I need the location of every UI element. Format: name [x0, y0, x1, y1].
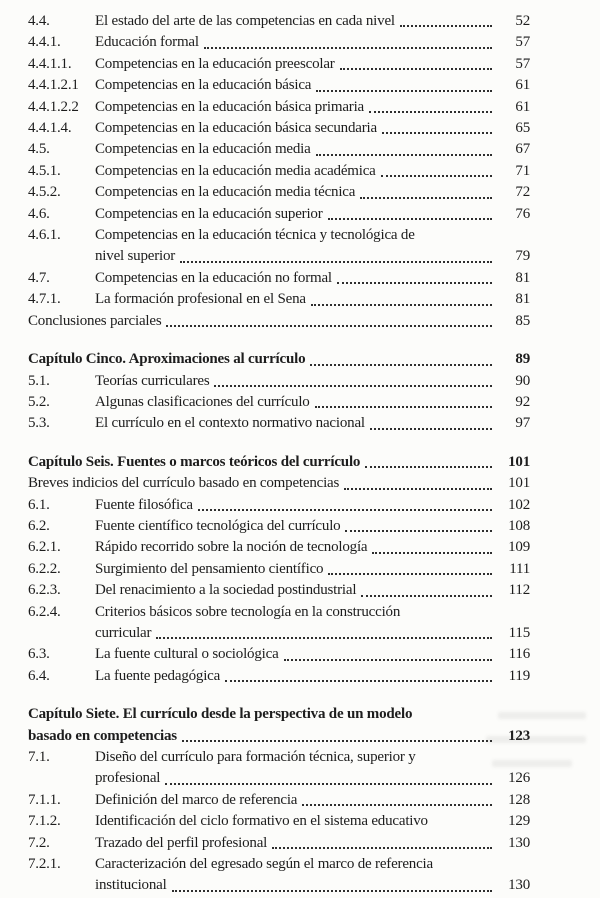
toc-entry-title: Competencias en la educación básica primaria: [95, 98, 364, 115]
toc-entry-number: 5.2.: [28, 393, 50, 410]
dot-leader: [316, 154, 492, 156]
toc-row: [28, 602, 530, 623]
toc-entry-number: 6.4.: [28, 667, 50, 684]
toc-row: [28, 473, 530, 494]
toc-row: [28, 666, 530, 687]
toc-entry-title: Competencias en la educación técnica y tecnológica de: [95, 227, 415, 244]
toc-entry-title: Del renacimiento a la sociedad postindustrial: [95, 582, 357, 599]
toc-entry-title: Competencias en la educación básica secundaria: [95, 120, 377, 137]
toc-entry-page: 61: [515, 98, 530, 115]
dot-leader: [328, 573, 492, 575]
dot-leader: [345, 530, 492, 532]
toc-entry-page: 85: [515, 312, 530, 329]
toc-entry-page: 101: [508, 475, 530, 492]
toc-row: [28, 75, 530, 96]
dot-leader: [272, 847, 492, 849]
dot-leader: [284, 659, 492, 661]
toc-entry-page: 119: [508, 667, 530, 684]
toc-entry-page: 116: [508, 646, 530, 663]
toc-row: [28, 289, 530, 310]
toc-entry-title: curricular: [95, 624, 152, 641]
bleed-through-artifact: [492, 760, 572, 767]
dot-leader: [302, 804, 492, 806]
toc-row: [28, 32, 530, 53]
toc-entry-page: 92: [515, 393, 530, 410]
toc-entry-number: 4.7.: [28, 269, 50, 286]
toc-entry-title: El currículo en el contexto normativo nacional: [95, 415, 365, 432]
dot-leader: [361, 595, 492, 597]
toc-entry-page: 129: [508, 813, 530, 830]
toc-entry-page: 81: [515, 269, 530, 286]
section-gap: [28, 435, 530, 452]
toc-entry-number: 6.1.: [28, 496, 50, 513]
toc-entry-page: 67: [515, 141, 530, 158]
bleed-through-artifact: [486, 736, 586, 743]
toc-row: [28, 854, 530, 875]
dot-leader: [225, 680, 492, 682]
toc-entry-title: Surgimiento del pensamiento científico: [95, 560, 324, 577]
toc-entry-number: 6.2.: [28, 517, 50, 534]
toc-entry-title: La formación profesional en el Sena: [95, 291, 306, 308]
dot-leader: [337, 282, 492, 284]
toc-entry-title: Competencias en la educación media académica: [95, 162, 376, 179]
toc-row: [28, 833, 530, 854]
toc-entry-title: Educación formal: [95, 34, 199, 51]
dot-leader: [369, 111, 492, 113]
toc-entry-number: 7.1.: [28, 749, 50, 765]
toc-entry-number: 4.4.1.: [28, 34, 61, 51]
chapter-heading-row: [28, 452, 530, 473]
toc-entry-title: profesional: [95, 770, 161, 787]
toc-entry-page: 52: [515, 13, 530, 29]
toc-entry-title: Competencias en la educación media: [95, 141, 311, 158]
toc-entry-number: 4.4.1.1.: [28, 55, 72, 72]
toc-row: [28, 97, 530, 118]
toc-entry-number: 4.6.: [28, 205, 50, 222]
toc-entry-page: 111: [509, 560, 530, 577]
dot-leader: [381, 175, 492, 177]
toc-row: [28, 11, 530, 32]
toc-entry-title: El estado del arte de las competencias en cada nivel: [95, 13, 395, 29]
dot-leader: [315, 406, 492, 408]
toc-entry-page: 126: [508, 770, 530, 787]
dot-leader: [344, 488, 492, 490]
toc-entry-page: 102: [508, 496, 530, 513]
toc-entry-page: 79: [515, 248, 530, 265]
toc-entry-number: 4.5.: [28, 141, 50, 158]
toc-entry-page: 130: [508, 834, 530, 851]
toc-entry-number: 5.1.: [28, 372, 50, 389]
chapter-title: Capítulo Seis. Fuentes o marcos teóricos del currículo: [28, 453, 361, 470]
toc-entry-number: 4.4.1.2.2: [28, 98, 79, 115]
toc-entry-page: 89: [515, 351, 530, 368]
toc-row: [28, 811, 530, 832]
toc-entry-page: 61: [515, 77, 530, 94]
toc-entry-title: La fuente cultural o sociológica: [95, 646, 279, 663]
toc-entry-page: 115: [508, 624, 530, 641]
toc-row: [28, 371, 530, 392]
toc-entry-title: Conclusiones parciales: [28, 312, 162, 329]
bleed-through-artifact: [498, 712, 586, 719]
dot-leader: [382, 132, 492, 134]
toc-entry-number: 4.4.1.4.: [28, 120, 72, 137]
toc-row: [28, 392, 530, 413]
toc-entry-number: 5.3.: [28, 415, 50, 432]
toc-row: [28, 644, 530, 665]
dot-leader: [370, 428, 492, 430]
toc-entry-title: Definición del marco de referencia: [95, 791, 298, 808]
chapter-title: Capítulo Siete. El currículo desde la perspectiva de un modelo: [28, 706, 413, 723]
dot-leader: [204, 47, 492, 49]
toc-entry-page: 76: [515, 205, 530, 222]
dot-leader: [166, 325, 492, 327]
toc-entry-page: 57: [515, 34, 530, 51]
toc-row: [28, 559, 530, 580]
toc-entry-number: 4.5.1.: [28, 162, 61, 179]
toc-entry-page: 108: [508, 517, 530, 534]
toc-row: [28, 413, 530, 434]
toc-entry-page: 57: [515, 55, 530, 72]
dot-leader: [180, 261, 492, 263]
toc-entry-number: 4.6.1.: [28, 227, 61, 244]
toc-entry-number: 4.4.: [28, 13, 50, 29]
toc-row: [28, 54, 530, 75]
toc-entry-number: 4.7.1.: [28, 291, 61, 308]
toc-entry-title: Trazado del perfil profesional: [95, 834, 268, 851]
toc-entry-title: Criterios básicos sobre tecnología en la construcción: [95, 603, 401, 620]
toc-row: [28, 516, 530, 537]
toc-entry-page: 90: [515, 372, 530, 389]
chapter-heading-row: [28, 704, 530, 725]
dot-leader: [214, 385, 492, 387]
chapter-title: Capítulo Cinco. Aproximaciones al currículo: [28, 351, 306, 368]
toc-row: [28, 580, 530, 601]
toc-entry-page: 123: [508, 727, 530, 744]
toc-row: [28, 118, 530, 139]
dot-leader: [400, 25, 492, 27]
toc-entry-page: 112: [508, 582, 530, 599]
dot-leader: [182, 740, 492, 742]
chapter-title: basado en competencias: [28, 727, 177, 744]
toc-entry-title: Diseño del currículo para formación técnica, superior y: [95, 749, 416, 765]
dot-leader: [340, 68, 492, 70]
toc-row: [28, 225, 530, 246]
toc-row: [28, 875, 530, 896]
dot-leader: [165, 783, 492, 785]
chapter-heading-row: [28, 349, 530, 370]
toc-entry-number: 6.3.: [28, 646, 50, 663]
dot-leader: [156, 637, 492, 639]
dot-leader: [311, 304, 492, 306]
dot-leader: [372, 552, 492, 554]
toc-entry-title: Identificación del ciclo formativo en el sistema educativo: [95, 813, 428, 830]
toc-entry-title: Algunas clasificaciones del currículo: [95, 393, 310, 410]
toc-entry-page: 72: [515, 184, 530, 201]
toc-entry-page: 101: [508, 453, 530, 470]
toc-row: [28, 623, 530, 644]
toc-entry-page: 65: [515, 120, 530, 137]
dot-leader: [360, 197, 492, 199]
dot-leader: [310, 364, 492, 366]
section-gap: [28, 332, 530, 349]
toc-entry-number: 6.2.3.: [28, 582, 61, 599]
toc-entry-number: 4.4.1.2.1: [28, 77, 79, 94]
toc-entry-title: Competencias en la educación media técnica: [95, 184, 356, 201]
toc-entry-number: 6.2.4.: [28, 603, 61, 620]
toc-entry-title: Competencias en la educación básica: [95, 77, 312, 94]
dot-leader: [172, 890, 492, 892]
toc-entry-number: 4.5.2.: [28, 184, 61, 201]
toc-list: [28, 11, 530, 897]
toc-row: [28, 161, 530, 182]
toc-entry-title: nivel superior: [95, 248, 176, 265]
toc-row: [28, 537, 530, 558]
toc-row: [28, 246, 530, 267]
toc-entry-title: Rápido recorrido sobre la noción de tecnología: [95, 539, 368, 556]
toc-entry-title: Competencias en la educación preescolar: [95, 55, 335, 72]
toc-row: [28, 768, 530, 789]
toc-entry-title: Breves indicios del currículo basado en competencias: [28, 475, 340, 492]
toc-entry-title: Fuente científico tecnológica del currículo: [95, 517, 341, 534]
toc-entry-title: institucional: [95, 877, 167, 894]
dot-leader: [365, 466, 492, 468]
toc-entry-page: 97: [515, 415, 530, 432]
toc-entry-number: 7.2.: [28, 834, 50, 851]
toc-entry-number: 6.2.1.: [28, 539, 61, 556]
toc-row: [28, 495, 530, 516]
toc-entry-page: 128: [508, 791, 530, 808]
toc-entry-number: 7.1.2.: [28, 813, 61, 830]
toc-entry-number: 6.2.2.: [28, 560, 61, 577]
toc-entry-number: 7.2.1.: [28, 856, 61, 873]
toc-entry-title: Competencias en la educación superior: [95, 205, 323, 222]
toc-entry-number: 7.1.1.: [28, 791, 61, 808]
dot-leader: [198, 509, 492, 511]
toc-row: [28, 268, 530, 289]
toc-entry-page: 71: [515, 162, 530, 179]
toc-entry-title: Teorías curriculares: [95, 372, 210, 389]
toc-entry-title: La fuente pedagógica: [95, 667, 221, 684]
chapter-heading-row: [28, 726, 530, 747]
toc-entry-page: 109: [508, 539, 530, 556]
toc-row: [28, 139, 530, 160]
toc-entry-page: 130: [508, 877, 530, 894]
dot-leader: [328, 218, 492, 220]
dot-leader: [316, 90, 492, 92]
toc-entry-title: Competencias en la educación no formal: [95, 269, 332, 286]
toc-row: [28, 790, 530, 811]
toc-row: [28, 182, 530, 203]
toc-row: [28, 747, 530, 768]
section-gap: [28, 687, 530, 704]
toc-entry-page: 81: [515, 291, 530, 308]
toc-row: [28, 311, 530, 332]
toc-entry-title: Fuente filosófica: [95, 496, 193, 513]
toc-entry-title: Caracterización del egresado según el marco de referencia: [95, 856, 433, 873]
toc-row: [28, 204, 530, 225]
